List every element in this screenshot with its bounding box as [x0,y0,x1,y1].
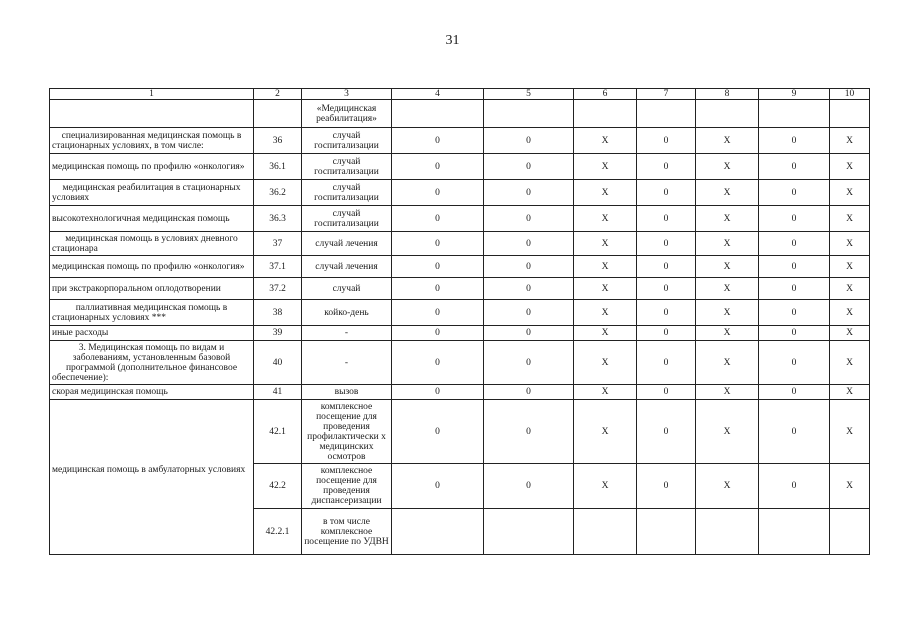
row-value-c5: 0 [484,180,574,206]
column-header: 5 [484,89,574,100]
row-value-c10 [830,509,870,555]
row-value-c8: Х [696,154,759,180]
column-header: 9 [759,89,830,100]
row-value-c7: 0 [637,300,696,326]
row-code: 40 [254,341,302,385]
row-value-c5: 0 [484,300,574,326]
row-value-c10: Х [830,278,870,300]
row-value-c4: 0 [392,256,484,278]
column-header: 3 [302,89,392,100]
row-code: 37.2 [254,278,302,300]
row-code: 37 [254,232,302,256]
row-value-c10: Х [830,256,870,278]
row-description [50,400,254,555]
row-value-c9: 0 [759,128,830,154]
row-value-c10: Х [830,464,870,509]
row-unit: - [302,326,392,341]
row-unit: случай лечения [302,232,392,256]
row-value-c4 [392,100,484,128]
row-value-c10: Х [830,232,870,256]
row-description: специализированная медицинская помощь в стационарных условиях, в том числе: [50,128,254,154]
row-value-c8: Х [696,180,759,206]
row-value-c9: 0 [759,326,830,341]
row-value-c9: 0 [759,206,830,232]
row-value-c8: Х [696,400,759,464]
row-value-c5: 0 [484,128,574,154]
row-unit: случай [302,278,392,300]
row-value-c9: 0 [759,385,830,400]
row-value-c5: 0 [484,464,574,509]
row-value-c9: 0 [759,154,830,180]
row-value-c7: 0 [637,154,696,180]
row-value-c7: 0 [637,341,696,385]
row-code: 42.2.1 [254,509,302,555]
row-unit: комплексное посещение для проведения диспансеризации [302,464,392,509]
row-code: 36 [254,128,302,154]
column-header: 6 [574,89,637,100]
row-value-c8: Х [696,128,759,154]
row-value-c10: Х [830,385,870,400]
row-value-c6: Х [574,154,637,180]
column-header: 7 [637,89,696,100]
row-value-c7: 0 [637,385,696,400]
row-value-c8: Х [696,206,759,232]
row-value-c4: 0 [392,341,484,385]
row-value-c6: Х [574,278,637,300]
column-header: 4 [392,89,484,100]
row-unit: - [302,341,392,385]
table-row [50,100,870,128]
row-value-c5 [484,100,574,128]
row-unit: вызов [302,385,392,400]
row-value-c4: 0 [392,464,484,509]
row-code: 36.3 [254,206,302,232]
row-value-c8 [696,509,759,555]
row-value-c6: Х [574,180,637,206]
row-value-c7: 0 [637,278,696,300]
row-value-c9 [759,509,830,555]
row-code: 38 [254,300,302,326]
row-unit: «Медицинская реабилитация» [302,100,392,128]
row-unit: койко-день [302,300,392,326]
row-unit: случай госпитализации [302,180,392,206]
page-number: 31 [445,33,460,48]
row-value-c4: 0 [392,300,484,326]
row-value-c4: 0 [392,385,484,400]
row-description: скорая медицинская помощь [50,385,254,400]
table-row [50,206,870,232]
row-value-c6: Х [574,326,637,341]
row-description: медицинская помощь по профилю «онкология» [50,256,254,278]
row-value-c4: 0 [392,154,484,180]
row-value-c6: Х [574,464,637,509]
row-description: 3. Медицинская помощь по видам и заболеваниям, установленным базовой программой (дополнительное финансовое обеспечение): [50,341,254,385]
row-value-c6 [574,509,637,555]
row-unit: случай лечения [302,256,392,278]
row-value-c6: Х [574,128,637,154]
table-row [50,326,870,341]
row-value-c8: Х [696,232,759,256]
row-value-c9: 0 [759,232,830,256]
table-row [50,278,870,300]
row-value-c9 [759,100,830,128]
table-row [50,400,870,464]
row-value-c9: 0 [759,341,830,385]
row-value-c5: 0 [484,278,574,300]
row-value-c6: Х [574,341,637,385]
row-value-c4: 0 [392,232,484,256]
row-value-c4: 0 [392,180,484,206]
row-description: высокотехнологичная медицинская помощь [50,206,254,232]
row-value-c5: 0 [484,232,574,256]
row-value-c8: Х [696,278,759,300]
table-row [50,180,870,206]
row-value-c7: 0 [637,256,696,278]
row-value-c8: Х [696,300,759,326]
row-value-c8: Х [696,341,759,385]
row-value-c10: Х [830,206,870,232]
row-value-c6: Х [574,300,637,326]
row-value-c9: 0 [759,464,830,509]
row-value-c8: Х [696,464,759,509]
table-row [50,232,870,256]
row-value-c4: 0 [392,326,484,341]
row-unit: комплексное посещение для проведения профилактически х медицинских осмотров [302,400,392,464]
row-value-c5: 0 [484,341,574,385]
row-value-c9: 0 [759,256,830,278]
row-value-c5 [484,509,574,555]
row-value-c7 [637,509,696,555]
row-description: при экстракорпоральном оплодотворении [50,278,254,300]
column-header: 10 [830,89,870,100]
row-value-c9: 0 [759,300,830,326]
column-header: 8 [696,89,759,100]
table-row [50,341,870,385]
row-code: 36.1 [254,154,302,180]
row-code: 41 [254,385,302,400]
row-value-c9: 0 [759,400,830,464]
row-code: 42.1 [254,400,302,464]
row-description [50,100,254,128]
row-code: 39 [254,326,302,341]
row-value-c10: Х [830,326,870,341]
row-description: медицинская помощь по профилю «онкология» [50,154,254,180]
row-value-c6: Х [574,256,637,278]
column-header: 2 [254,89,302,100]
row-code [254,100,302,128]
row-value-c9: 0 [759,180,830,206]
row-value-c10: Х [830,154,870,180]
row-unit: в том числе комплексное посещение по УДВН [302,509,392,555]
row-description: медицинская помощь в условиях дневного стационара [50,232,254,256]
data-table [49,88,870,555]
row-description: иные расходы [50,326,254,341]
row-value-c4: 0 [392,278,484,300]
row-unit: случай госпитализации [302,128,392,154]
row-value-c6: Х [574,232,637,256]
row-value-c9: 0 [759,278,830,300]
table-row [50,256,870,278]
row-value-c4: 0 [392,206,484,232]
table-row [50,300,870,326]
row-value-c7: 0 [637,464,696,509]
row-description: медицинская реабилитация в стационарных условиях [50,180,254,206]
row-value-c7: 0 [637,206,696,232]
row-value-c5: 0 [484,385,574,400]
header-row [50,89,870,100]
row-value-c5: 0 [484,206,574,232]
row-value-c6: Х [574,385,637,400]
row-value-c4: 0 [392,400,484,464]
row-value-c10: Х [830,341,870,385]
row-value-c10: Х [830,128,870,154]
row-value-c8 [696,100,759,128]
table-row [50,128,870,154]
row-value-c10: Х [830,400,870,464]
row-code: 42.2 [254,464,302,509]
table-body [50,89,870,555]
table-row [50,385,870,400]
row-value-c8: Х [696,256,759,278]
row-value-c6: Х [574,400,637,464]
row-value-c5: 0 [484,256,574,278]
row-value-c8: Х [696,326,759,341]
row-value-c7: 0 [637,180,696,206]
row-value-c8: Х [696,385,759,400]
row-value-c5: 0 [484,154,574,180]
row-value-c10 [830,100,870,128]
row-unit: случай госпитализации [302,206,392,232]
row-value-c5: 0 [484,400,574,464]
row-value-c7: 0 [637,400,696,464]
row-description: паллиативная медицинская помощь в стационарных условиях *** [50,300,254,326]
row-code: 37.1 [254,256,302,278]
row-value-c6: Х [574,206,637,232]
table-row [50,154,870,180]
row-value-c5: 0 [484,326,574,341]
row-value-c7: 0 [637,326,696,341]
row-value-c4 [392,509,484,555]
column-header: 1 [50,89,254,100]
ambulatory-description: медицинская помощь в амбулаторных условиях [52,465,246,475]
row-value-c10: Х [830,180,870,206]
row-code: 36.2 [254,180,302,206]
row-unit: случай госпитализации [302,154,392,180]
row-value-c7: 0 [637,232,696,256]
row-value-c7: 0 [637,128,696,154]
row-value-c10: Х [830,300,870,326]
row-value-c6 [574,100,637,128]
row-value-c4: 0 [392,128,484,154]
row-value-c7 [637,100,696,128]
